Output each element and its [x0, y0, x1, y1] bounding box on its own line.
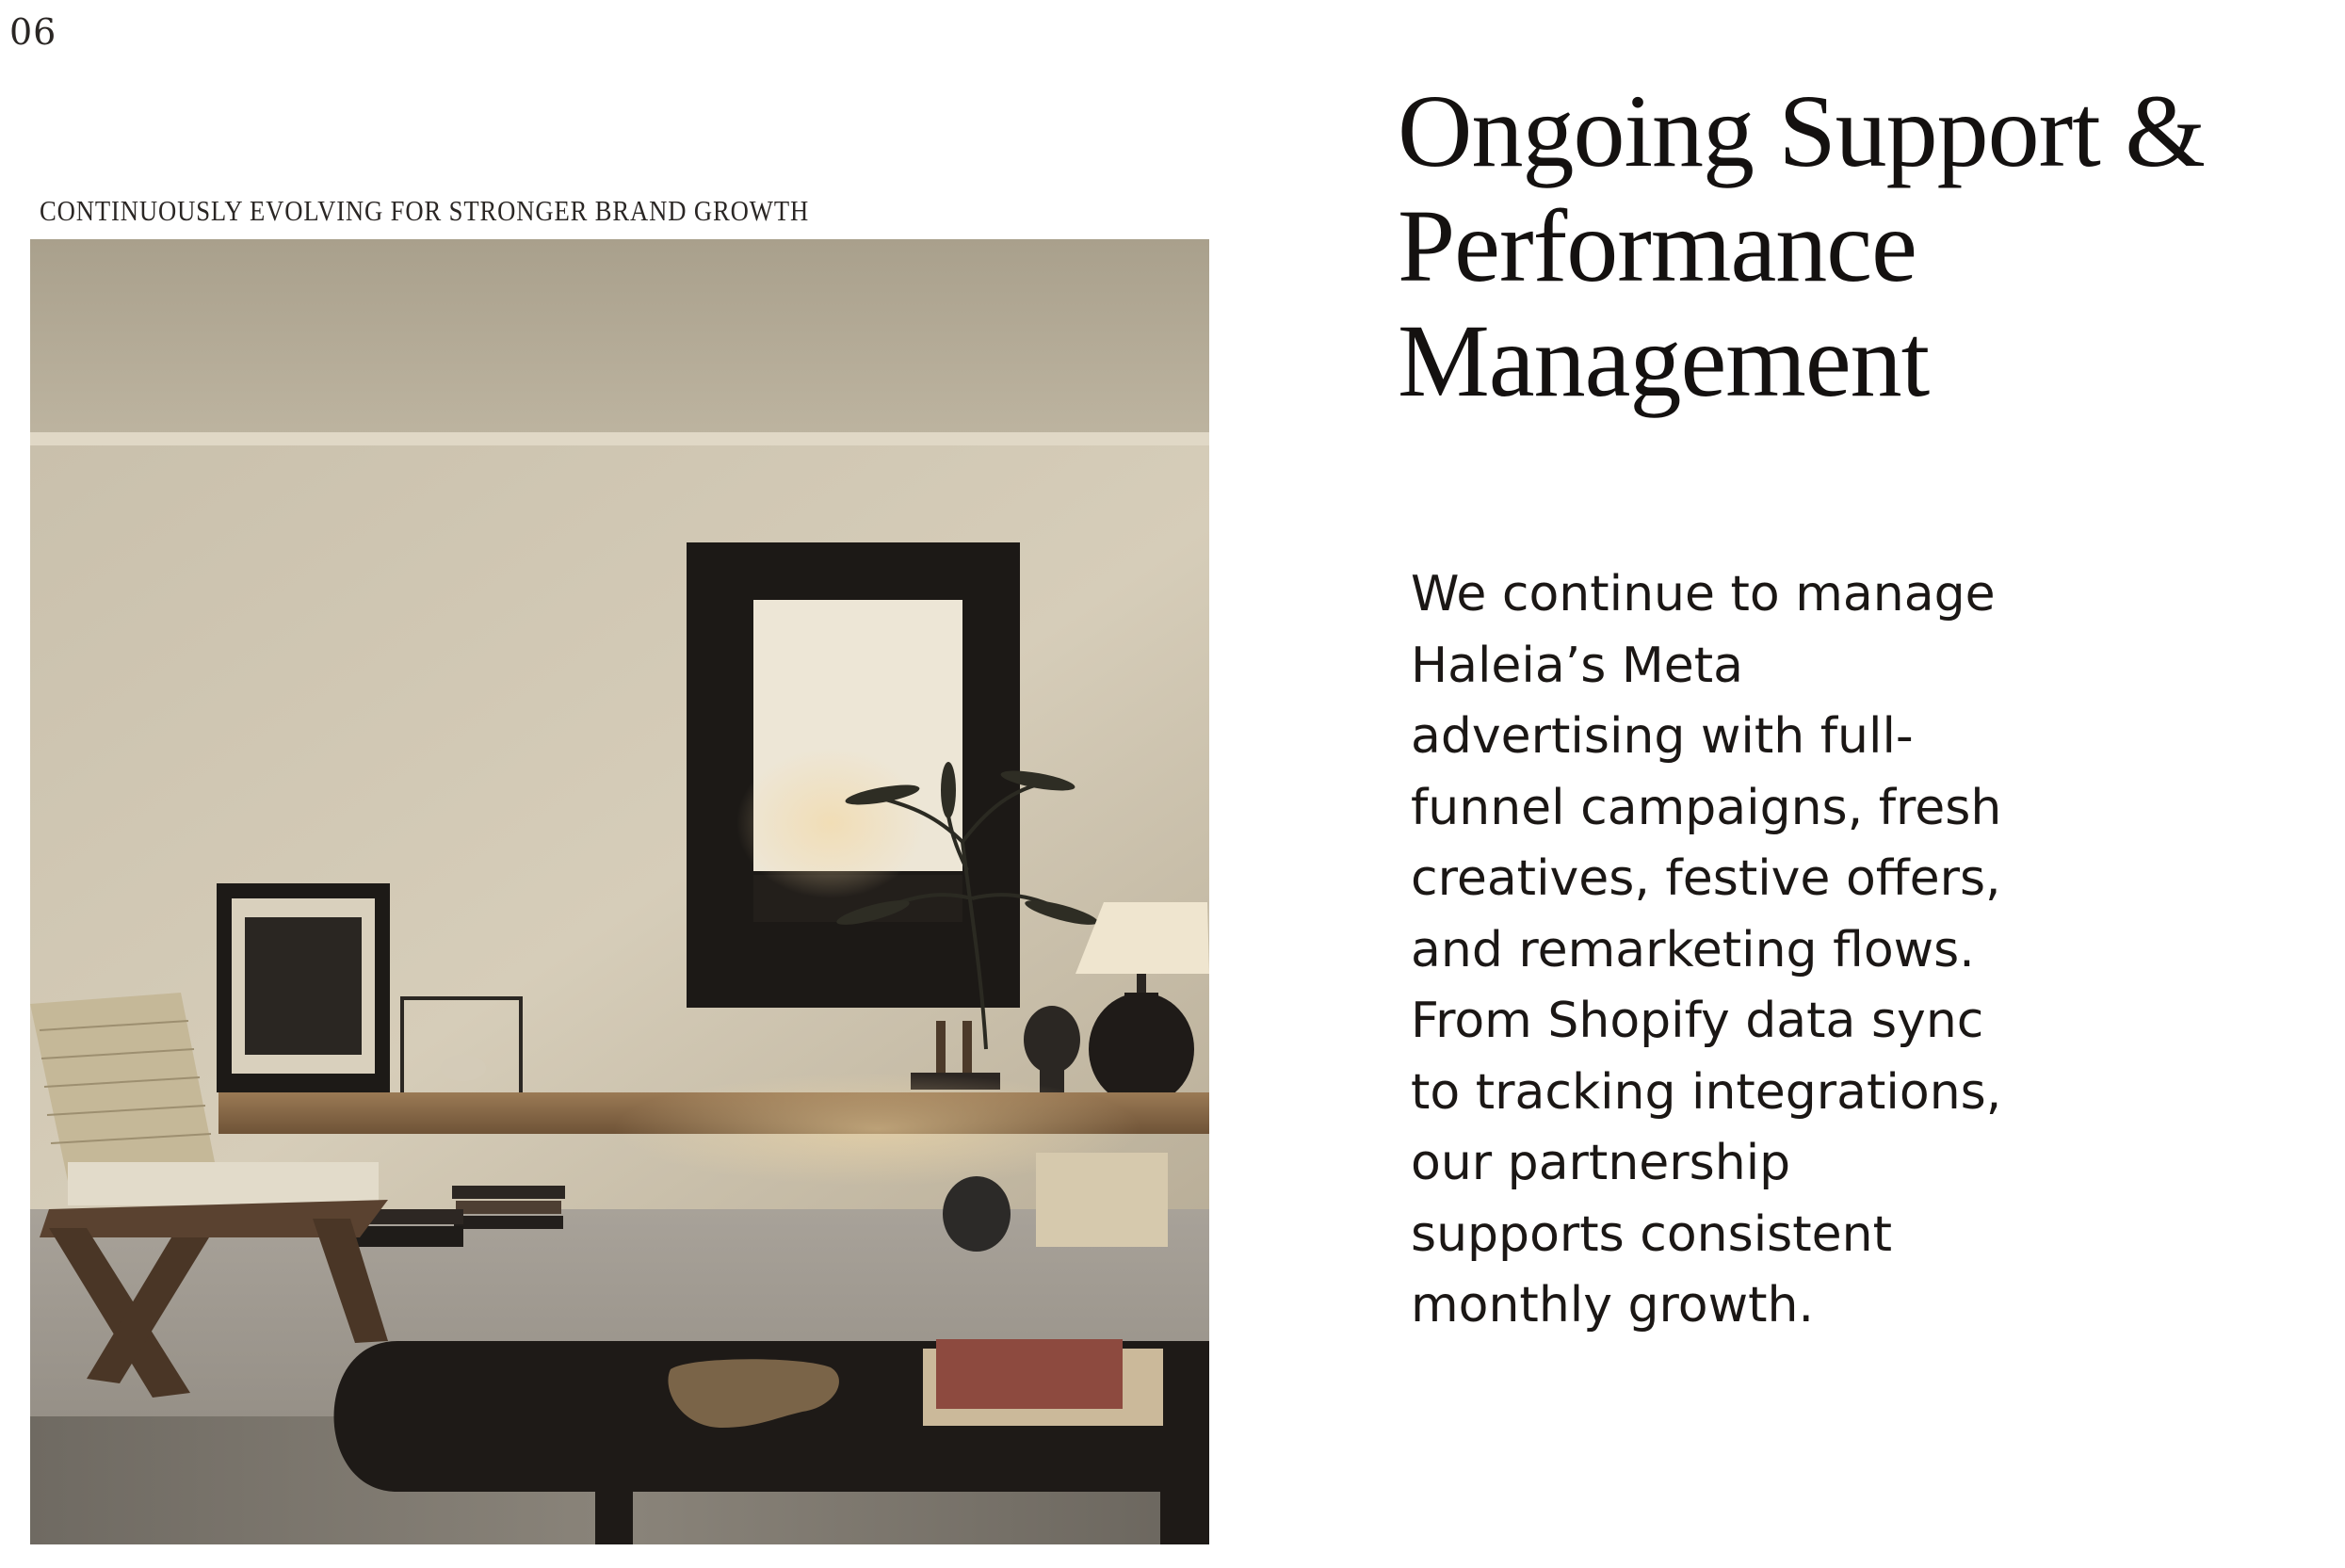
body-paragraph	[1411, 559, 2032, 1342]
tagline: CONTINUOUSLY EVOLVING FOR STRONGER BRAND GROWTH	[40, 194, 810, 227]
page-title-line: Ongoing Support &	[1398, 73, 2205, 188]
body-line: and remarketing flows.	[1411, 921, 1975, 978]
interior-photo	[30, 239, 1209, 1544]
body-line: monthly growth.	[1411, 1277, 1814, 1334]
body-line: funnel campaigns, fresh	[1411, 779, 2002, 836]
body-line: Haleia’s Meta	[1411, 637, 1743, 694]
body-line: supports consistent	[1411, 1205, 1892, 1263]
page-title-line: Management	[1398, 303, 1930, 418]
body-line: creatives, festive offers,	[1411, 850, 2001, 907]
body-line: to tracking integrations,	[1411, 1063, 2002, 1121]
page-title-line: Performance	[1398, 188, 1916, 303]
page-number: 06	[9, 11, 57, 53]
page-title	[1398, 73, 2321, 418]
body-line: our partnership	[1411, 1135, 1791, 1191]
body-line: advertising with full-	[1411, 708, 1914, 765]
body-line: We continue to manage	[1411, 566, 1996, 622]
body-line: From Shopify data sync	[1411, 993, 1984, 1049]
